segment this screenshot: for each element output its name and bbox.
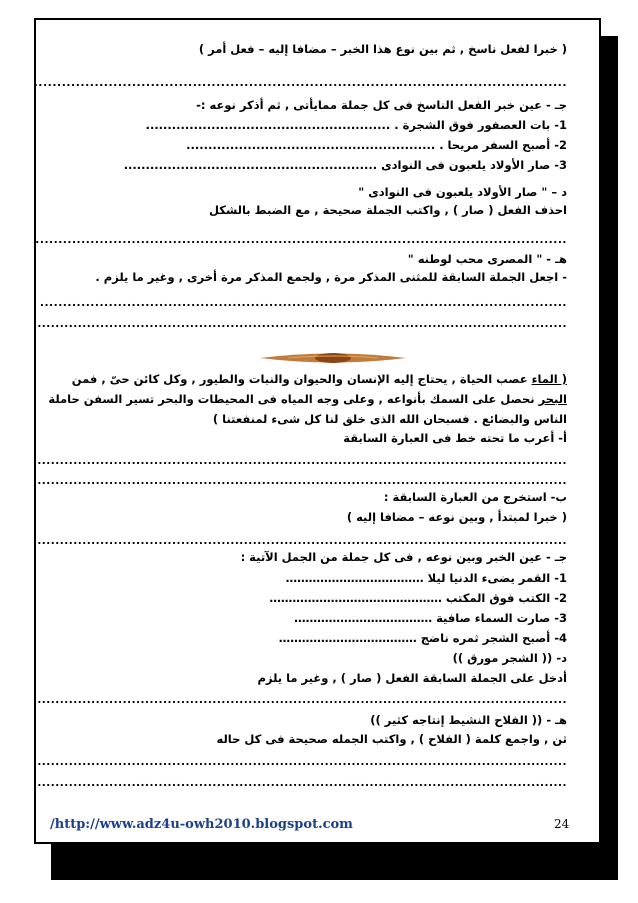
s1-h-dots-1: ................................................................................................................... xyxy=(39,296,567,309)
ornament-divider-icon xyxy=(258,351,408,365)
s1-dots1: .................................................................................................................. xyxy=(33,76,567,89)
underlined-word-sea: البحر xyxy=(538,392,567,406)
s2-d-dots: ...................................................................................................................... xyxy=(37,694,567,706)
s2-j-heading: جـ - عين الخبر وبين نوعه , فى كل جملة من الجمل الآتية : xyxy=(240,550,567,564)
underlined-word-water: ( الماء xyxy=(531,372,567,386)
s1-d-dots: .................................................................................................................... xyxy=(35,233,567,246)
footer-url-link[interactable]: /http://www.adz4u-owh2010.blogspot.com xyxy=(50,817,353,832)
s2-paragraph-line-2 xyxy=(48,392,567,406)
s2-h-heading: هـ - (( الفلاح النشيط إنتاجه كثير )) xyxy=(370,713,567,727)
page-number: 24 xyxy=(554,817,570,831)
s2-b-heading: ب- استخرج من العبارة السابقة : xyxy=(383,490,567,504)
s2-j-item-2: 2- الكتب فوق المكتب ……………………………………… xyxy=(269,591,567,605)
s1-h-heading: هـ - " المصرى محب لوطنه " xyxy=(407,252,567,266)
s2-h-dots-2: ...................................................................................................................... xyxy=(37,777,567,789)
s2-a-dots-1: ...................................................................................................................... xyxy=(37,455,567,467)
s1-line1: ( خبرا لفعل ناسخ , ثم بين نوع هذا الخبر – مضافا إليه – فعل أمر ) xyxy=(198,42,567,56)
s2-h-instruction: ثن , واجمع كلمة ( الفلاح ) , واكتب الجمله صحيحة فى كل حاله xyxy=(216,732,567,746)
s1-j-item-2: 2- أصبح السفر مريحا . ......................................................... xyxy=(186,138,567,152)
s2-paragraph-line-1 xyxy=(72,372,567,386)
s2-d-instruction: أدخل على الجملة السابقة الفعل ( صار ) , وغير ما يلزم xyxy=(257,671,567,685)
s1-h-dots-2: ...................................................................................................................... xyxy=(37,318,567,330)
s2-j-item-1: 1- القمر يضىء الدنيا ليلا ……………………………… xyxy=(285,571,567,585)
s2-j-item-3: 3- صارت السماء صافية ……………………………… xyxy=(294,611,567,625)
s1-j-heading: جـ - عين خبر الفعل الناسخ فى كل جملة ممايأتى , ثم أذكر نوعه :- xyxy=(196,98,567,112)
s1-d-heading: د – " صار الأولاد يلعبون فى النوادى " xyxy=(358,185,567,199)
s1-d-instruction: احذف الفعل ( صار ) , واكتب الجملة صحيحة , مع الضبط بالشكل xyxy=(209,203,567,217)
s1-j-item-1: 1- بات العصفور فوق الشجرة . ........................................................ xyxy=(145,118,567,132)
s2-j-item-4: 4- أصبح الشجر ثمره ناضج ……………………………… xyxy=(278,631,567,645)
s2-a-heading: أ- أعرب ما تحته خط فى العبارة السابقة xyxy=(343,431,567,445)
s2-paragraph-line-1-rest: عصب الحياة , يحتاج إليه الإنسان والحيوان والنبات والطيور , وكل كائن حىّ , فمن xyxy=(71,372,532,386)
s2-paragraph-line-3: الناس والبضائع . فسبحان الله الذى خلق لنا كل شىء لمنفعتنا ) xyxy=(212,412,567,426)
s1-j-item-3: 3- صار الأولاد يلعبون فى النوادى .......................................................... xyxy=(123,158,567,172)
s1-h-instruction: - اجعل الجملة السابقة للمثنى المذكر مرة , ولجمع المذكر مرة أخرى , وغير ما يلزم . xyxy=(95,270,567,284)
worksheet-page xyxy=(34,18,601,844)
s2-h-dots-1: ...................................................................................................................... xyxy=(37,756,567,768)
s2-d-heading: د- (( الشجر مورق )) xyxy=(452,651,567,665)
s2-a-dots-2: ...................................................................................................................... xyxy=(37,475,567,487)
s2-b-dots: ...................................................................................................................... xyxy=(37,535,567,547)
s2-paragraph-line-2-rest: نحصل على السمك بأنواعه , وعلى وجه المياه فى المحيطات والبحر تسير السفن حاملة xyxy=(48,392,539,406)
s2-b-instruction: ( خبرا لمبتدأ , وبين نوعه – مضافا إليه ) xyxy=(346,510,567,524)
